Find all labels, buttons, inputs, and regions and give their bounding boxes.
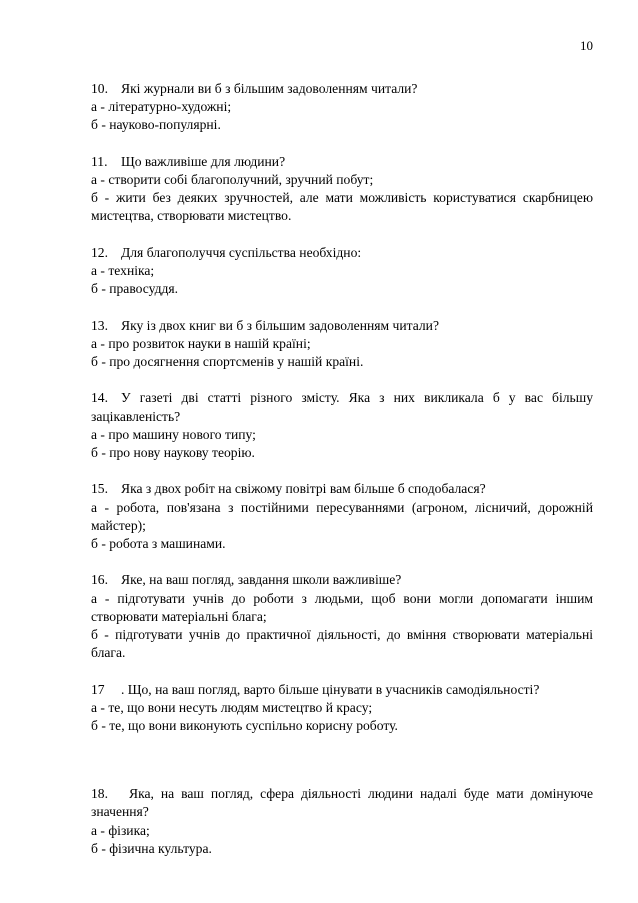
question-13 <box>91 317 593 372</box>
question-prompt: Яка з двох робіт на свіжому повітрі вам більше б сподобалася? <box>121 481 486 497</box>
question-text <box>91 681 593 699</box>
option-b: б - науково-популярні. <box>91 117 221 133</box>
question-text <box>91 785 593 821</box>
question-17 <box>91 681 593 736</box>
question-text <box>91 153 593 171</box>
question-10 <box>91 80 593 135</box>
question-number: 14. <box>91 390 108 406</box>
option-b: б - правосуддя. <box>91 281 179 297</box>
question-number: 12. <box>91 244 108 260</box>
option-a: а - про машину нового типу; <box>91 426 256 442</box>
option-b: б - те, що вони виконують суспільно корисну роботу. <box>91 718 398 733</box>
question-prompt: Які журнали ви б з більшим задоволенням читали? <box>121 81 418 96</box>
question-number: 18. <box>91 786 108 802</box>
question-prompt: Для благополуччя суспільства необхідно: <box>121 244 362 260</box>
question-number: 16. <box>91 572 108 588</box>
question-number: 11. <box>91 153 108 169</box>
question-text <box>91 80 593 98</box>
question-14 <box>91 389 593 462</box>
option-b: б - підготувати учнів до практичної діяльності, до вміння створювати матеріальні блага. <box>91 627 593 661</box>
question-number: 10. <box>91 81 108 96</box>
option-a: а - робота, пов'язана з постійними пересуваннями (агроном, лісничий, дорожній майстер); <box>91 499 593 533</box>
option-b: б - про нову наукову теорію. <box>91 445 255 460</box>
option-a: а - підготувати учнів до роботи з людьми, щоб вони могли допомагати іншим створювати матеріальні блага; <box>91 590 593 624</box>
question-prompt: У газеті дві статті різного змісту. Яка з них викликала б у вас більшу зацікавленість? <box>91 390 593 424</box>
questionnaire <box>91 80 593 876</box>
question-text <box>91 317 593 335</box>
question-12 <box>91 244 593 299</box>
question-text <box>91 571 593 589</box>
question-11 <box>91 153 593 226</box>
question-number: 13. <box>91 317 108 333</box>
page-number: 10 <box>580 38 593 53</box>
question-text <box>91 389 593 425</box>
question-prompt: Яке, на ваш погляд, завдання школи важливіше? <box>121 572 402 588</box>
question-prompt: Що важливіше для людини? <box>121 153 286 169</box>
option-a: а - техніка; <box>91 263 155 278</box>
option-a: а - про розвиток науки в нашій країні; <box>91 335 311 351</box>
question-number: 17 <box>91 681 105 697</box>
question-18 <box>91 785 593 858</box>
question-prompt: . Що, на ваш погляд, варто більше цінувати в учасників самодіяльності? <box>121 681 540 697</box>
option-b: б - про досягнення спортсменів у нашій країні. <box>91 354 364 369</box>
option-a: а - фізика; <box>91 822 150 838</box>
question-text <box>91 244 593 262</box>
option-b: б - жити без деяких зручностей, але мати можливість користуватися скарбницею мистецтва, створювати мистецтво. <box>91 190 593 224</box>
question-16 <box>91 571 593 662</box>
question-text <box>91 480 593 498</box>
option-a: а - літературно-художні; <box>91 99 232 115</box>
option-a: а - те, що вони несуть людям мистецтво й красу; <box>91 699 373 715</box>
option-b: б - робота з машинами. <box>91 536 226 551</box>
option-a: а - створити собі благополучний, зручний побут; <box>91 172 374 187</box>
question-number: 15. <box>91 481 108 497</box>
question-15 <box>91 480 593 553</box>
question-prompt: Яку із двох книг ви б з більшим задоволенням читали? <box>121 317 439 333</box>
option-b: б - фізична культура. <box>91 840 212 856</box>
question-prompt: Яка, на ваш погляд, сфера діяльності людини надалі буде мати домінуюче значення? <box>91 786 593 820</box>
